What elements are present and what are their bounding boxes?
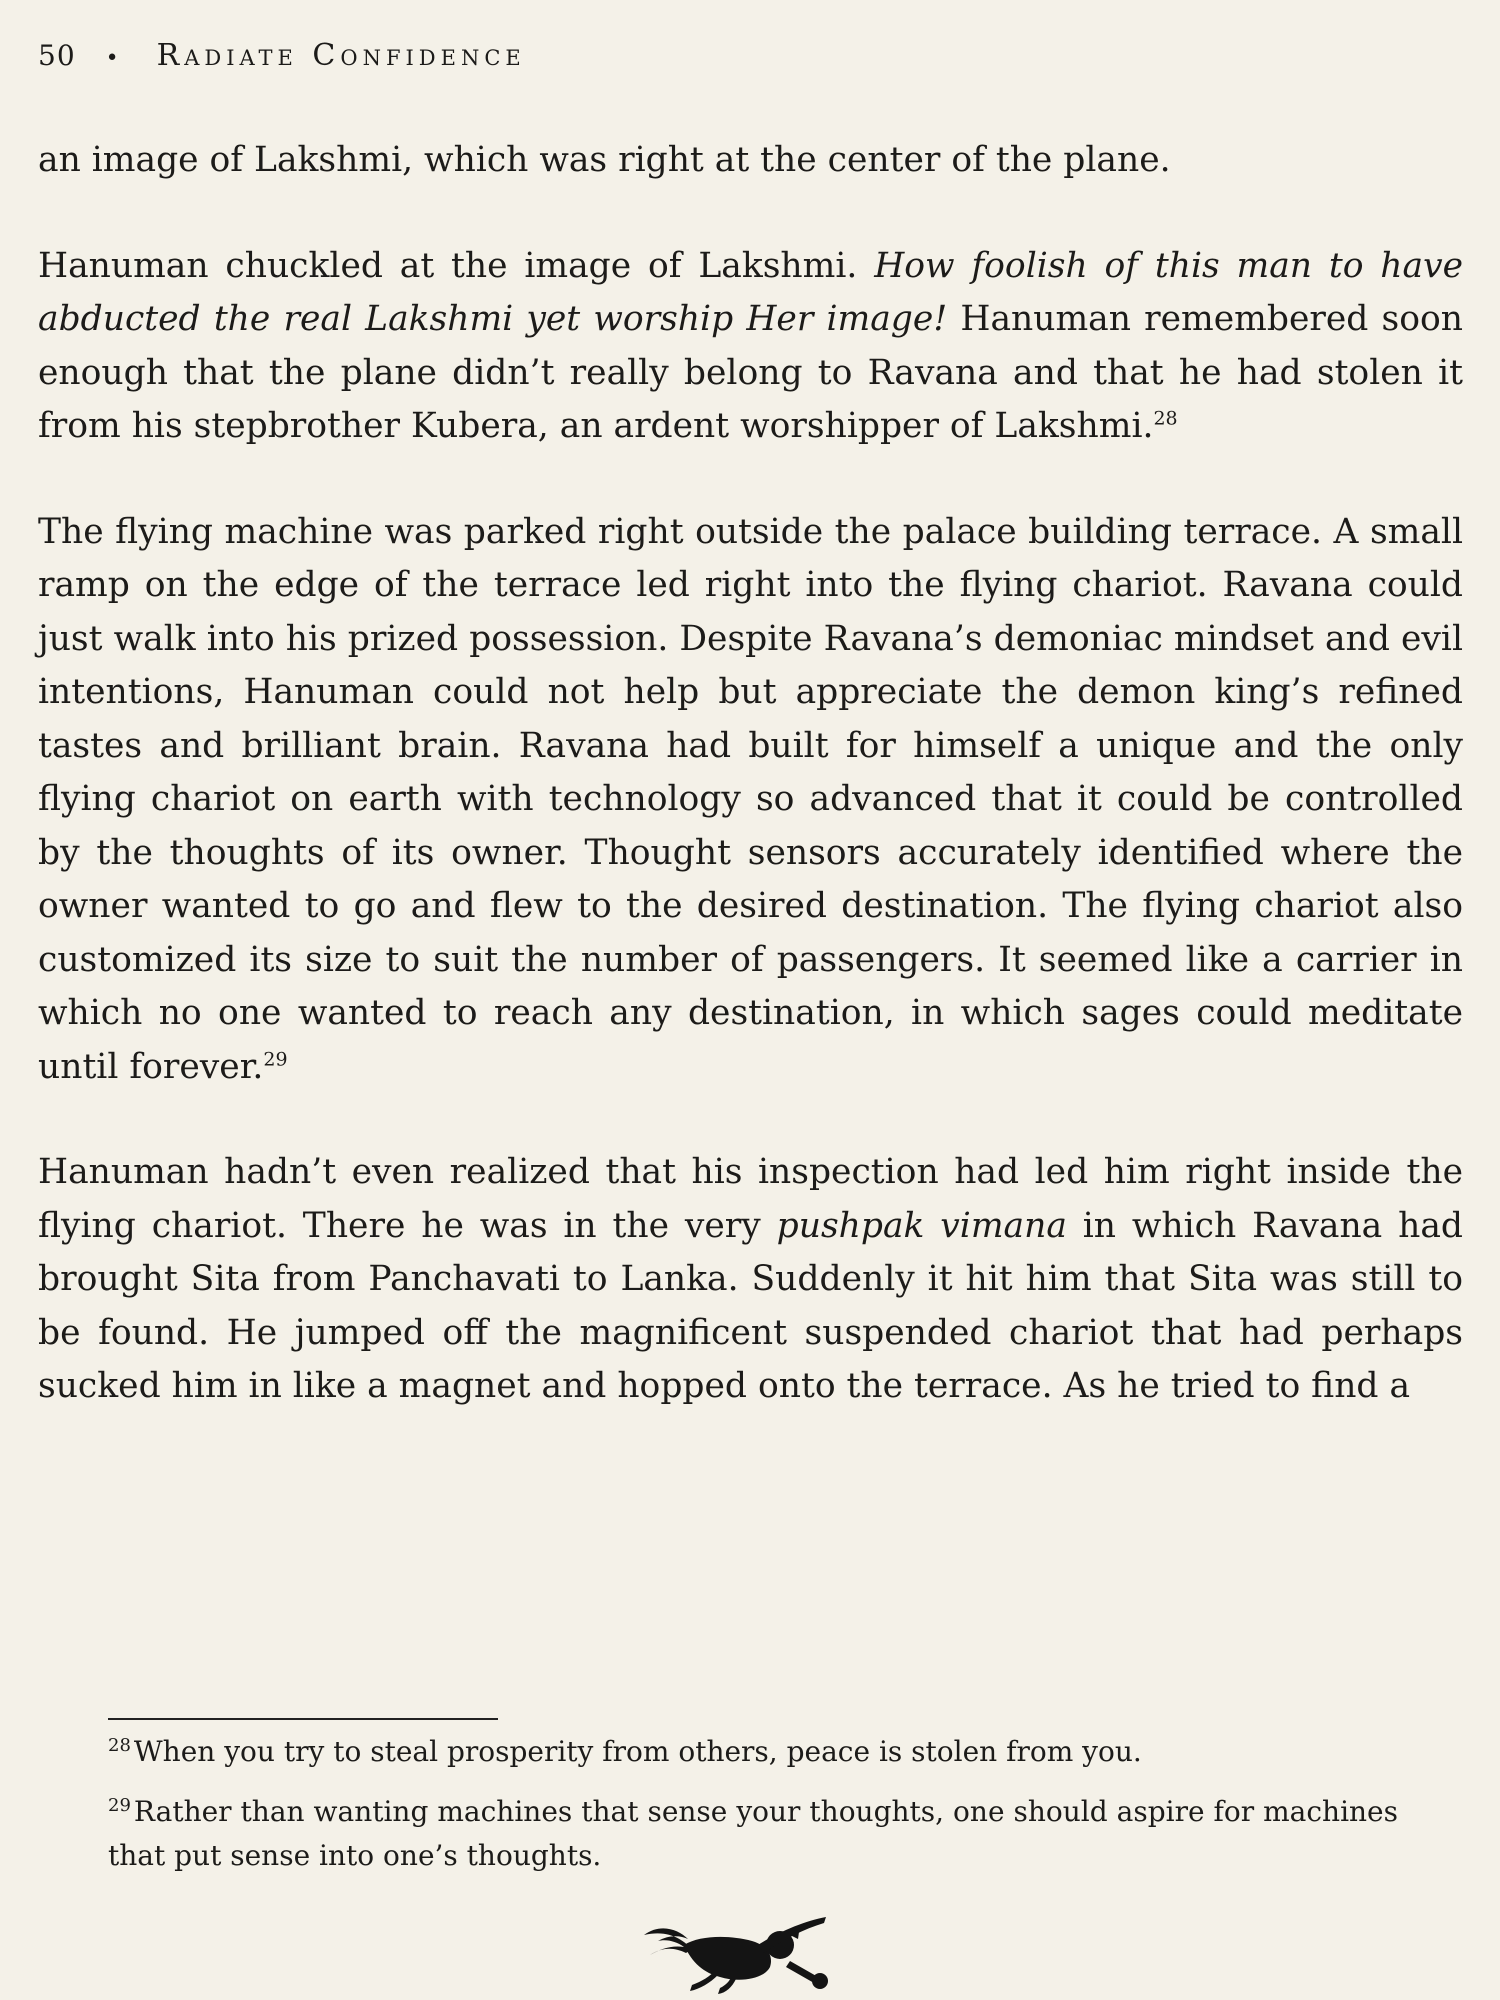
header-separator: • bbox=[105, 46, 123, 71]
footnote-ref-28[interactable]: 28 bbox=[1153, 407, 1178, 430]
paragraph-2 bbox=[38, 240, 1463, 454]
paragraph-2-rest: Hanuman remembered soon enough that the plane didn’t really belong to Ravana and that he had stolen it from his stepbrother Kubera, an ardent worshipper of Lakshmi. bbox=[38, 299, 1464, 446]
paragraph-2-italic: How foolish of this man to have abducted the real Lakshmi yet worship Her image! bbox=[38, 245, 1463, 339]
paragraph-2-lead: Hanuman chuckled at the image of Lakshmi. bbox=[38, 245, 875, 286]
paragraph-4-italic: pushpak vimana bbox=[776, 1205, 1067, 1246]
paragraph-1-text: an image of Lakshmi, which was right at the center of the plane. bbox=[38, 140, 1171, 180]
footnote-text: Rather than wanting machines that sense your thoughts, one should aspire for machines that put sense into one’s thoughts. bbox=[108, 1795, 1398, 1872]
footnote-text: When you try to steal prosperity from others, peace is stolen from you. bbox=[133, 1735, 1142, 1768]
footnote-divider bbox=[108, 1718, 498, 1720]
paragraph-3-text: The flying machine was parked right outside the palace building terrace. A small ramp on the edge of the terrace led right into the flying chariot. Ravana could just walk into his prized possession. Despite Ravana’s demoniac mindset and evil intentions, Hanuman could not help but appreciate the demon king’s refined tastes and brilliant brain. Ravana had built for himself a unique and the only flying chariot on earth with technology so advanced that it could be controlled by the thoughts of its owner. Thought sensors accurately identified where the owner wanted to go and flew to the desired destination. The flying chariot also customized its size to suit the number of passengers. It seemed like a carrier in which no one wanted to reach any destination, in which sages could meditate until forever. bbox=[38, 511, 1463, 1087]
page-number: 50 bbox=[38, 39, 76, 72]
running-head-title: Radiate Confidence bbox=[156, 38, 526, 73]
paragraph-1 bbox=[38, 134, 1463, 188]
running-header bbox=[38, 38, 526, 73]
footnote-29 bbox=[108, 1790, 1398, 1878]
footnote-number: 29 bbox=[108, 1794, 131, 1816]
paragraph-3 bbox=[38, 506, 1463, 1095]
paragraph-4 bbox=[38, 1146, 1463, 1414]
flying-hanuman-icon bbox=[640, 1905, 830, 1995]
body-text bbox=[38, 134, 1463, 1414]
footnote-28 bbox=[108, 1730, 1398, 1774]
paragraph-4-rest: in which Ravana had brought Sita from Panchavati to Lanka. Suddenly it hit him that Sita was still to be found. He jumped off the magnificent suspended chariot that had perhaps sucked him in like a magnet and hopped onto the terrace. As he tried to find a bbox=[38, 1205, 1463, 1406]
paragraph-4-lead: Hanuman hadn’t even realized that his inspection had led him right inside the flying chariot. There he was in the very bbox=[38, 1152, 1463, 1246]
footnote-number: 28 bbox=[108, 1734, 131, 1756]
footnotes bbox=[108, 1730, 1398, 1894]
footnote-ref-29[interactable]: 29 bbox=[263, 1048, 288, 1070]
